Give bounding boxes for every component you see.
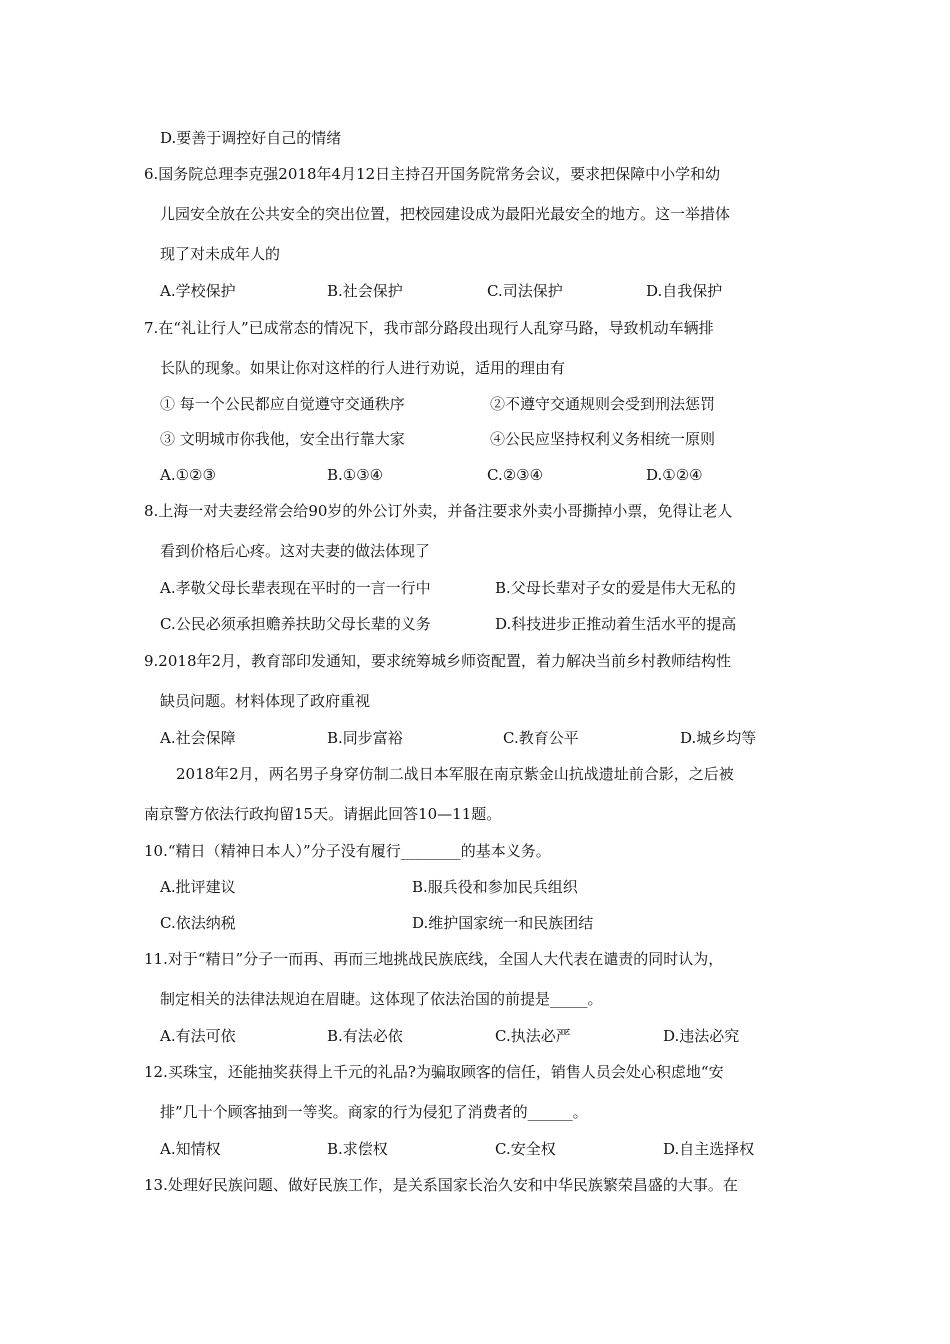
q11-option-d: D.违法必究: [663, 1027, 740, 1045]
question-6-stem-cont: 现了对未成年人的: [160, 245, 281, 263]
material-paragraph: 2018年2月，两名男子身穿仿制二战日本军服在南京紫金山抗战遗址前合影，之后被: [176, 765, 734, 783]
question-8-stem-cont: 看到价格后心疼。这对夫妻的做法体现了: [160, 542, 431, 560]
q10-option-a: A.批评建议: [160, 878, 236, 896]
question-13-stem: 13.处理好民族问题、做好民族工作，是关系国家长治久安和中华民族繁荣昌盛的大事。在: [144, 1176, 738, 1194]
q7-option-c: C.②③④: [487, 466, 544, 484]
q11-option-c: C.执法必严: [495, 1027, 571, 1045]
q7-option-d: D.①②④: [646, 466, 703, 484]
q9-option-c: C.教育公平: [503, 729, 579, 747]
question-9-stem: 9.2018年2月，教育部印发通知，要求统筹城乡师资配置，着力解决当前乡村教师结构性: [144, 652, 732, 670]
q9-option-a: A.社会保障: [160, 729, 236, 747]
question-8-stem: 8.上海一对夫妻经常会给90岁的外公订外卖，并备注要求外卖小哥撕掉小票，免得让老人: [144, 502, 733, 520]
q8-option-a: A.孝敬父母长辈表现在平时的一言一行中: [160, 579, 431, 597]
q8-option-b: B.父母长辈对子女的爱是伟大无私的: [495, 579, 736, 597]
q12-option-d: D.自主选择权: [663, 1140, 755, 1158]
q9-option-b: B.同步富裕: [327, 729, 403, 747]
q6-option-a: A.学校保护: [160, 282, 236, 300]
question-12-stem: 12.买珠宝，还能抽奖获得上千元的礼品?为骗取顾客的信任，销售人员会处心积虑地“安: [144, 1063, 724, 1081]
q12-option-a: A.知情权: [160, 1140, 221, 1158]
question-12-stem-cont: 排”几十个顾客抽到一等奖。商家的行为侵犯了消费者的______。: [160, 1103, 588, 1121]
q7-statement-1: ① 每一个公民都应自觉遵守交通秩序: [160, 395, 405, 413]
question-7-stem: 7.在“礼让行人”已成常态的情况下，我市部分路段出现行人乱穿马路，导致机动车辆排: [144, 319, 714, 337]
q7-statement-4: ④公民应坚持权利义务相统一原则: [490, 430, 716, 448]
q7-statement-3: ③ 文明城市你我他，安全出行靠大家: [160, 430, 405, 448]
q7-option-b: B.①③④: [327, 466, 384, 484]
q12-option-b: B.求偿权: [327, 1140, 388, 1158]
q11-option-a: A.有法可依: [160, 1027, 236, 1045]
q8-option-d: D.科技进步正推动着生活水平的提高: [495, 615, 737, 633]
q6-option-b: B.社会保护: [327, 282, 403, 300]
q12-option-c: C.安全权: [495, 1140, 556, 1158]
question-6-stem: 6.国务院总理李克强2018年4月12日主持召开国务院常务会议，要求把保障中小学和幼: [144, 165, 721, 183]
q6-option-c: C.司法保护: [487, 282, 563, 300]
q8-option-c: C.公民必须承担赡养扶助父母长辈的义务: [160, 615, 431, 633]
q10-option-c: C.依法纳税: [160, 914, 236, 932]
q5-option-d: D.要善于调控好自己的情绪: [160, 129, 342, 147]
q10-option-d: D.维护国家统一和民族团结: [412, 914, 594, 932]
q7-option-a: A.①②③: [160, 466, 216, 484]
q10-option-b: B.服兵役和参加民兵组织: [412, 878, 578, 896]
question-11-stem: 11.对于“精日”分子一而再、再而三地挑战民族底线，全国人大代表在谴责的同时认为，: [144, 950, 724, 968]
q6-option-d: D.自我保护: [646, 282, 723, 300]
question-11-stem-cont: 制定相关的法律法规迫在眉睫。这体现了依法治国的前提是_____。: [160, 990, 603, 1008]
question-7-stem-cont: 长队的现象。如果让你对这样的行人进行劝说，适用的理由有: [160, 359, 566, 377]
material-paragraph-cont: 南京警方依法行政拘留15天。请据此回答10—11题。: [144, 805, 502, 823]
question-6-stem-cont: 儿园安全放在公共安全的突出位置，把校园建设成为最阳光最安全的地方。这一举措体: [160, 205, 731, 223]
question-10-stem: 10.“精日（精神日本人）”分子没有履行________的基本义务。: [144, 842, 551, 860]
q11-option-b: B.有法必依: [327, 1027, 403, 1045]
question-9-stem-cont: 缺员问题。材料体现了政府重视: [160, 692, 371, 710]
q7-statement-2: ②不遵守交通规则会受到刑法惩罚: [490, 395, 716, 413]
q9-option-d: D.城乡均等: [680, 729, 757, 747]
